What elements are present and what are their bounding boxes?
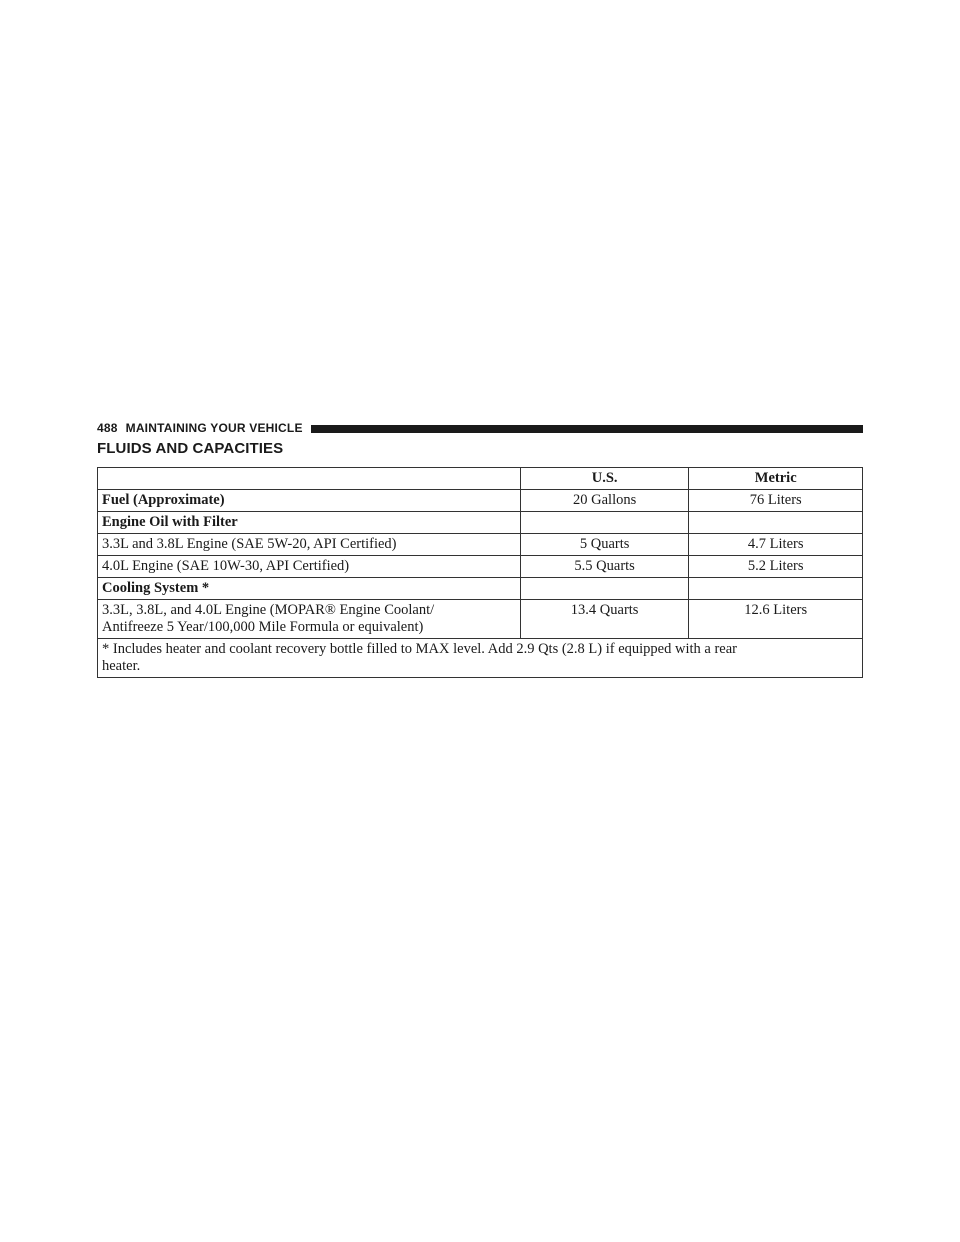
table-row — [98, 600, 863, 639]
table-row — [98, 512, 863, 534]
row-label: Fuel (Approximate) — [98, 490, 521, 512]
footnote-line: * Includes heater and coolant recovery bottle filled to MAX level. Add 2.9 Qts (2.8 L) if equipped with a rear — [102, 641, 737, 657]
table-row — [98, 490, 863, 512]
header-rule — [311, 425, 863, 433]
row-metric-value: 12.6 Liters — [689, 600, 863, 639]
row-label: 3.3L and 3.8L Engine (SAE 5W-20, API Certified) — [98, 534, 521, 556]
column-header-item — [98, 468, 521, 490]
table-row — [98, 578, 863, 600]
page-header — [97, 418, 863, 438]
chapter-title: MAINTAINING YOUR VEHICLE — [125, 421, 303, 435]
footnote-line: heater. — [102, 658, 141, 674]
row-label: Cooling System * — [98, 578, 521, 600]
row-us-value: 13.4 Quarts — [520, 600, 689, 639]
table-footnote — [98, 639, 863, 678]
fluids-capacities-table — [97, 467, 863, 678]
row-metric-value — [689, 512, 863, 534]
row-metric-value: 76 Liters — [689, 490, 863, 512]
row-metric-value: 4.7 Liters — [689, 534, 863, 556]
row-label — [98, 600, 521, 639]
row-label: 4.0L Engine (SAE 10W-30, API Certified) — [98, 556, 521, 578]
column-header-us: U.S. — [520, 468, 689, 490]
table-header-row — [98, 468, 863, 490]
table-row — [98, 534, 863, 556]
row-us-value: 20 Gallons — [520, 490, 689, 512]
row-us-value: 5 Quarts — [520, 534, 689, 556]
row-label-line: Antifreeze 5 Year/100,000 Mile Formula or equivalent) — [102, 619, 424, 635]
section-title: FLUIDS AND CAPACITIES — [97, 440, 284, 457]
table-footnote-row — [98, 639, 863, 678]
table-row — [98, 556, 863, 578]
row-metric-value — [689, 578, 863, 600]
row-label: Engine Oil with Filter — [98, 512, 521, 534]
column-header-metric: Metric — [689, 468, 863, 490]
row-label-line: 3.3L, 3.8L, and 4.0L Engine (MOPAR® Engine Coolant/ — [102, 602, 435, 618]
page-number: 488 — [97, 421, 118, 435]
row-us-value: 5.5 Quarts — [520, 556, 689, 578]
row-us-value — [520, 512, 689, 534]
row-us-value — [520, 578, 689, 600]
row-metric-value: 5.2 Liters — [689, 556, 863, 578]
